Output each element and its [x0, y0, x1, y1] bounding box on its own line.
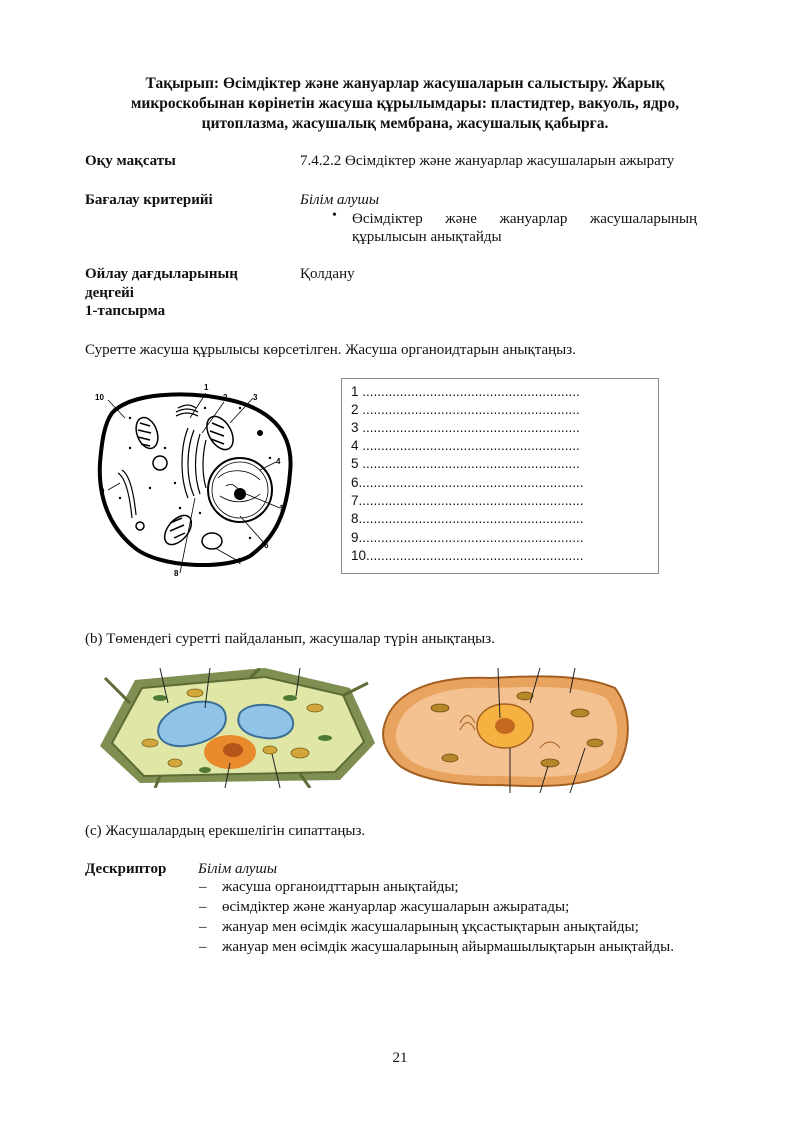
descriptor-intro: Білім алушы [198, 861, 278, 877]
title-line-3: цитоплазма, жасушалық мембрана, жасушалық қабырға. [201, 115, 609, 132]
answer-line-8[interactable]: 8............................................................ [351, 511, 584, 526]
criteria-bullet-line1: Өсімдіктер және жануарлар жасушаларының [352, 211, 698, 227]
diagram-label-2: 2 [223, 393, 228, 402]
title-line-1: Тақырып: Өсімдіктер және жануарлар жасушаларын салыстыру. Жарық [145, 75, 665, 92]
animal-cell-diagram [90, 378, 300, 578]
objective-label: Оқу мақсаты [85, 153, 176, 169]
diagram-label-9: 9 [100, 487, 105, 496]
task-b-text: (b) Төмендегі суретті пайдаланып, жасушалар түрін анықтаңыз. [85, 631, 495, 647]
task-c-text: (c) Жасушалардың ерекшелігін сипаттаңыз. [85, 823, 366, 839]
diagram-label-4: 4 [276, 457, 281, 466]
answer-line-3[interactable]: 3 .......................................................... [351, 420, 580, 435]
descriptor-label: Дескриптор [85, 861, 167, 877]
animal-cell-image [380, 668, 635, 793]
bullet-dot: • [332, 208, 337, 223]
answer-line-2[interactable]: 2 .......................................................... [351, 402, 580, 417]
diagram-label-8: 8 [174, 569, 179, 578]
thinking-label-line1: Ойлау дағдыларының [85, 266, 238, 282]
criteria-bullet-line2: құрылысын анықтайды [352, 229, 502, 245]
descriptor-item: – жануар мен өсімдік жасушаларының ұқсастықтарын анықтайды; [222, 917, 674, 937]
descriptor-item: – өсімдіктер және жануарлар жасушаларын ажыратады; [222, 897, 674, 917]
page-number: 21 [392, 1050, 408, 1066]
descriptor-item: – жануар мен өсімдік жасушаларының айырмашылықтарын анықтайды. [222, 937, 674, 957]
answer-line-5[interactable]: 5 .......................................................... [351, 456, 580, 471]
answer-box [341, 378, 659, 574]
answer-line-9[interactable]: 9............................................................ [351, 530, 584, 545]
diagram-label-10: 10 [95, 393, 104, 402]
objective-value: 7.4.2.2 Өсімдіктер және жануарлар жасушаларын ажырату [300, 153, 675, 169]
criteria-intro: Білім алушы [300, 192, 380, 208]
answer-line-6[interactable]: 6............................................................ [351, 475, 584, 490]
diagram-label-7: 7 [238, 557, 243, 566]
thinking-label-line2: деңгейі [85, 285, 134, 301]
answer-line-4[interactable]: 4 .......................................................... [351, 438, 580, 453]
diagram-label-6: 6 [264, 541, 269, 550]
descriptor-list [222, 877, 674, 957]
criteria-label: Бағалау критерийі [85, 192, 213, 208]
title-line-2: микроскобынан көрінетін жасуша құрылымдары: пластидтер, вакуоль, ядро, [130, 95, 680, 112]
answer-line-1[interactable]: 1 .......................................................... [351, 384, 580, 399]
page-title [110, 74, 700, 134]
answer-line-7[interactable]: 7............................................................ [351, 493, 584, 508]
plant-cell-image [100, 668, 375, 788]
descriptor-item: – жасуша органоидттарын анықтайды; [222, 877, 674, 897]
task-label: 1-тапсырма [85, 303, 166, 319]
answer-line-10[interactable]: 10.......................................................... [351, 548, 584, 563]
diagram-label-5: 5 [280, 504, 285, 513]
thinking-value: Қолдану [300, 266, 355, 282]
task-a-text: Суретте жасуша құрылысы көрсетілген. Жасуша органоидтарын анықтаңыз. [85, 342, 576, 358]
diagram-label-1: 1 [204, 383, 209, 392]
diagram-label-3: 3 [253, 393, 258, 402]
